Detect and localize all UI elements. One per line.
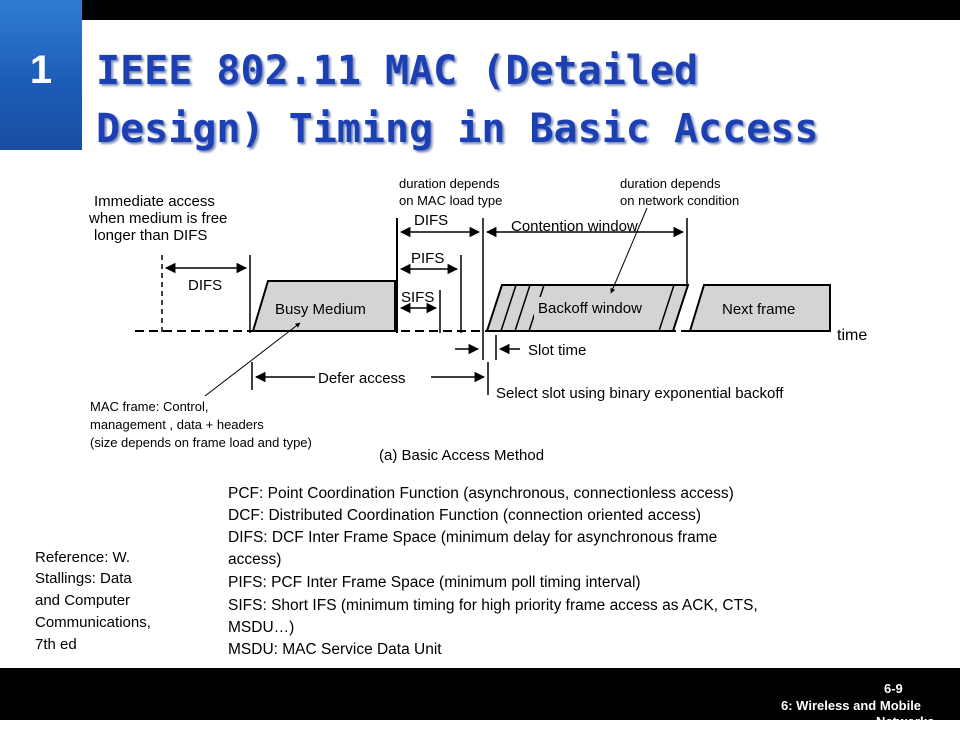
mac-frame-note-line-3: (size depends on frame load and type) (90, 435, 312, 450)
slide-title-line-2: Design) Timing in Basic Access (96, 106, 819, 152)
mac-frame-note-line-2: management , data + headers (90, 417, 264, 432)
slide-title-line-1: IEEE 802.11 MAC (Detailed (96, 48, 699, 94)
footer-chapter-cont: Networks (876, 714, 935, 729)
slot-time-label: Slot time (528, 342, 587, 359)
mac-load-note-line-1: duration depends (399, 176, 500, 191)
difs-top-label: DIFS (414, 212, 449, 229)
slide-number: 1 (29, 48, 53, 92)
immediate-access-line-2: when medium is free (89, 210, 228, 227)
difs-left-label: DIFS (188, 277, 223, 294)
reference-line-1: Reference: W. (35, 549, 131, 566)
definition-pcf: PCF: Point Coordination Function (asynchronous, connectionless access) (228, 485, 734, 502)
defer-access-label: Defer access (318, 370, 406, 387)
diagram-caption: (a) Basic Access Method (379, 447, 545, 464)
definition-dcf: DCF: Distributed Coordination Function (connection oriented access) (228, 507, 701, 524)
definition-sifs: SIFS: Short IFS (minimum timing for high priority frame access as ACK, CTS, (228, 597, 758, 614)
definition-difs: DIFS: DCF Inter Frame Space (minimum delay for asynchronous frame (228, 529, 718, 546)
reference-line-3: and Computer (35, 592, 131, 609)
next-frame-label: Next frame (722, 301, 796, 318)
backoff-window-label: Backoff window (538, 300, 642, 317)
mac-load-note-line-2: on MAC load type (399, 193, 503, 208)
definition-pifs: PIFS: PCF Inter Frame Space (minimum poll timing interval) (228, 574, 641, 591)
select-slot-label: Select slot using binary exponential backoff (496, 385, 784, 402)
network-note-line-1: duration depends (620, 176, 721, 191)
footer-chapter: 6: Wireless and Mobile (781, 698, 922, 713)
definition-difs-cont: access) (228, 551, 282, 568)
immediate-access-line-1: Immediate access (94, 193, 215, 210)
reference-line-4: Communications, (35, 614, 151, 631)
mac-frame-note-line-1: MAC frame: Control, (90, 399, 209, 414)
reference-line-2: Stallings: Data (35, 570, 132, 587)
footer-page-number: 6-9 (884, 681, 903, 696)
definition-msdu: MSDU: MAC Service Data Unit (228, 641, 442, 658)
busy-medium-label: Busy Medium (275, 301, 366, 318)
time-label: time (837, 327, 868, 344)
contention-window-label: Contention window (511, 218, 638, 235)
pifs-label: PIFS (411, 250, 445, 267)
sifs-label: SIFS (401, 289, 435, 306)
immediate-access-line-3: longer than DIFS (94, 227, 208, 244)
network-note-line-2: on network condition (620, 193, 740, 208)
definition-sifs-cont: MSDU…) (228, 619, 295, 636)
reference-line-5: 7th ed (35, 636, 77, 653)
